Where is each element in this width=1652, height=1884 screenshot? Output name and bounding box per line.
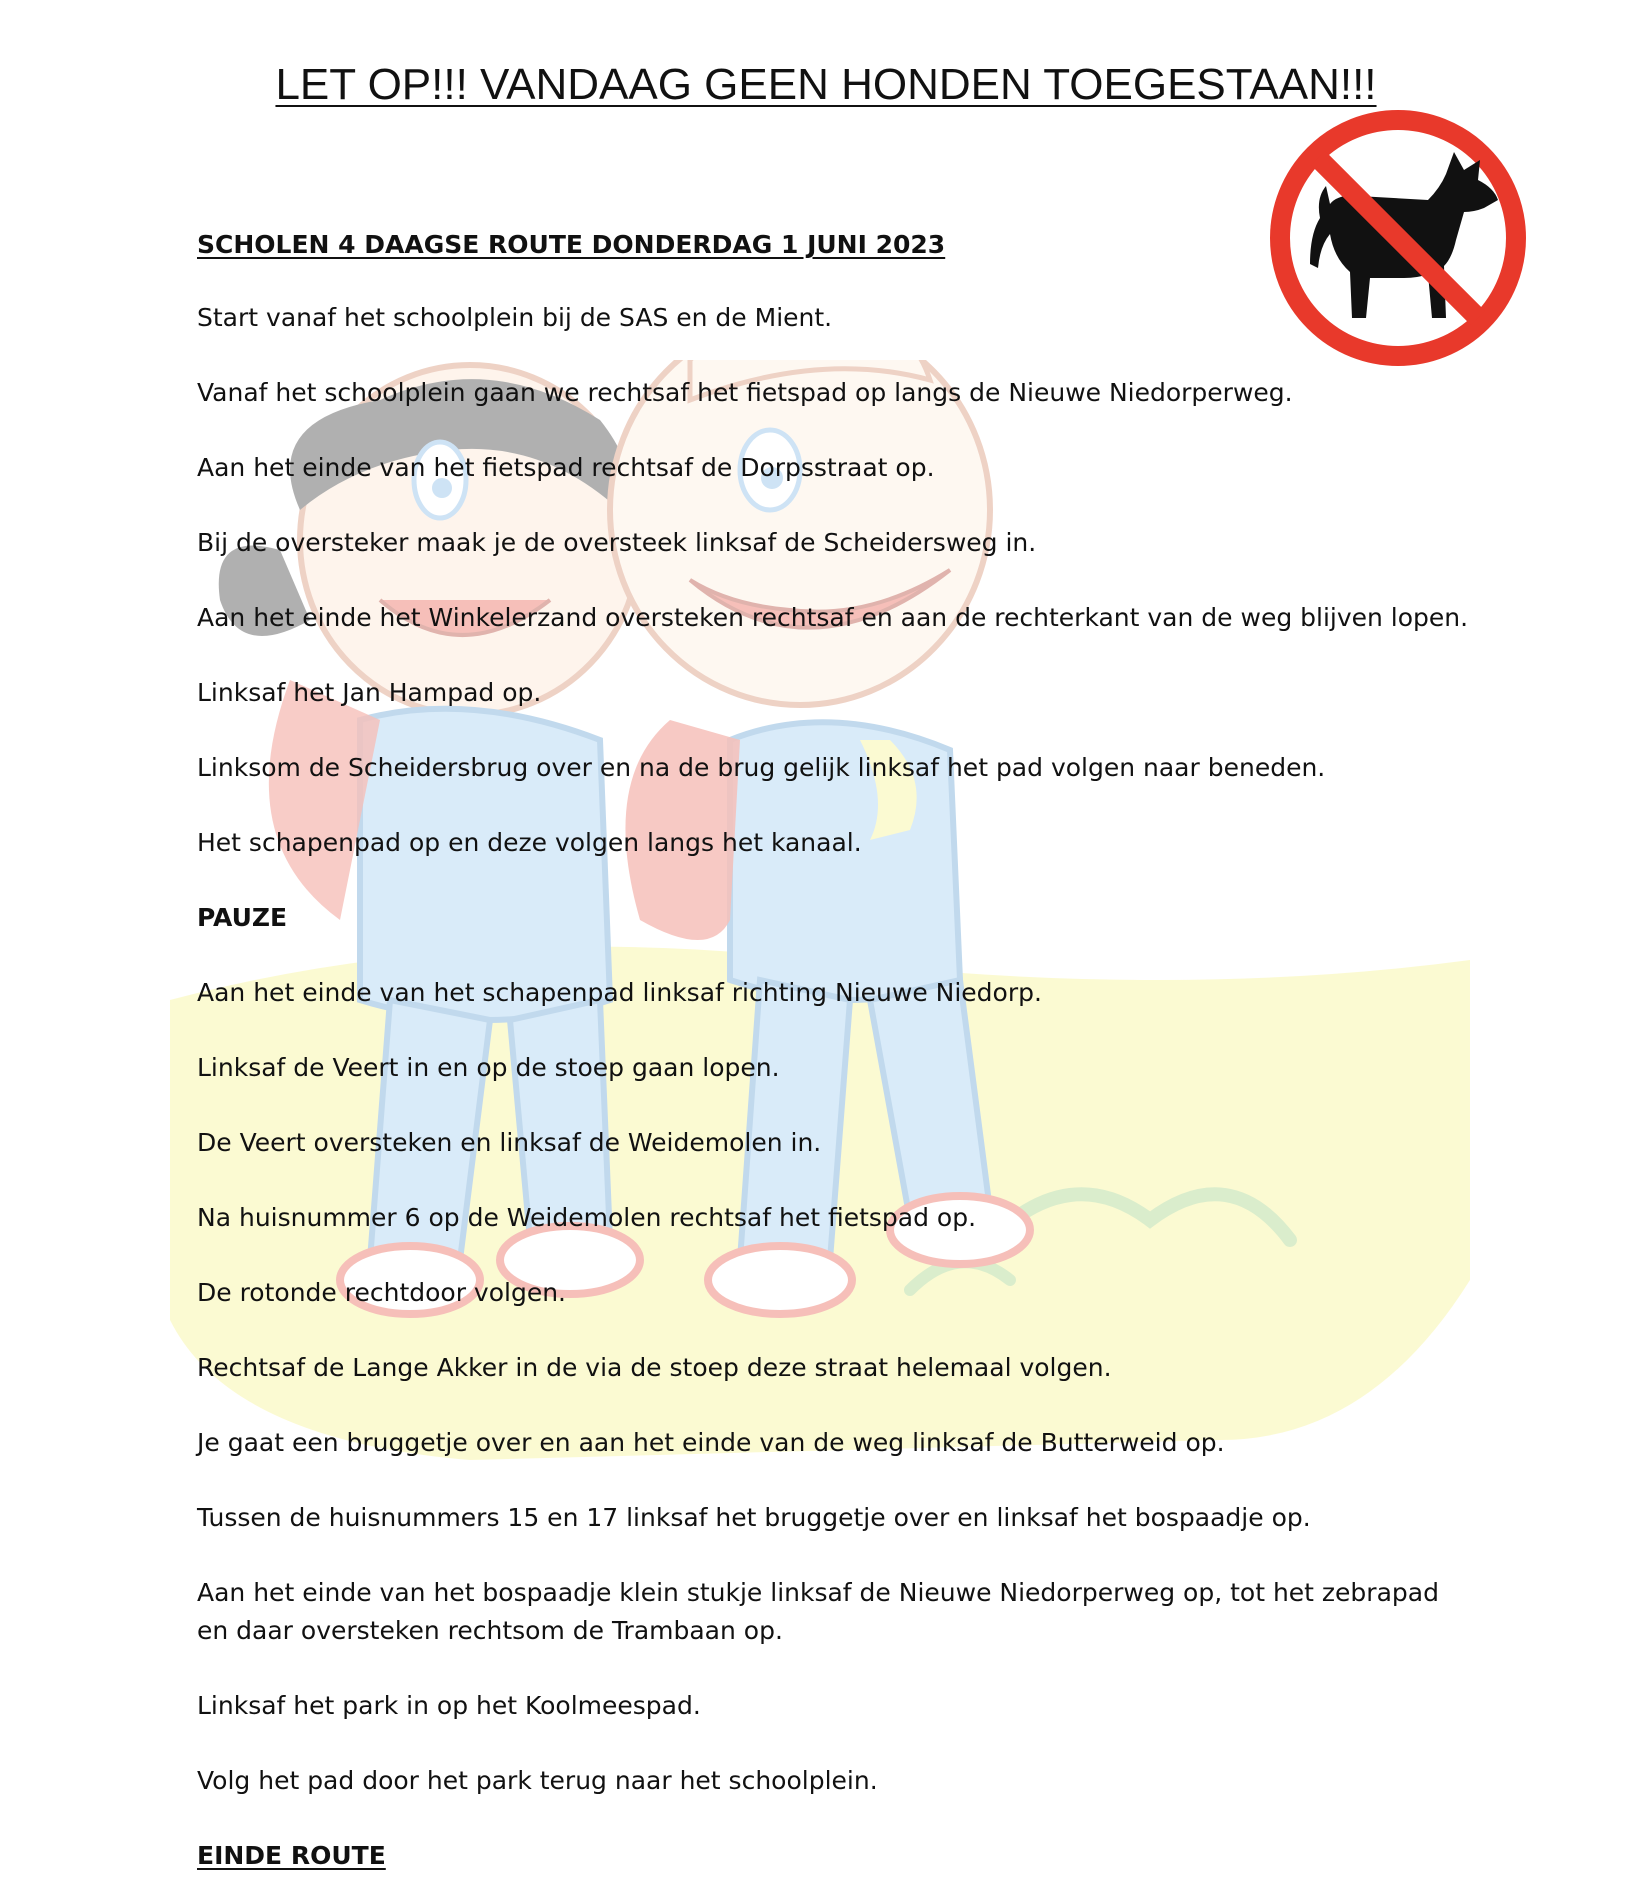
route-step: De Veert oversteken en linksaf de Weidemolen in.: [197, 1128, 822, 1157]
route-step: Linksaf de Veert in en op de stoep gaan lopen.: [197, 1053, 780, 1082]
end-route-label-text: EINDE ROUTE: [197, 1841, 386, 1870]
route-step: Start vanaf het schoolplein bij de SAS en de Mient.: [197, 303, 833, 332]
route-step: Aan het einde van het schapenpad linksaf richting Nieuwe Niedorp.: [197, 978, 1042, 1007]
route-step: Volg het pad door het park terug naar het schoolplein.: [197, 1766, 878, 1795]
route-step: Aan het einde van het bospaadje klein stukje linksaf de Nieuwe Niedorperweg op, tot het zebrapad en daar oversteken rechtsom de Trambaan op.: [197, 1578, 1439, 1645]
no-dogs-sign-icon: [1268, 108, 1528, 368]
route-step: De rotonde rechtdoor volgen.: [197, 1278, 567, 1307]
pause-label: PAUZE: [197, 903, 288, 932]
route-step: Bij de oversteker maak je de oversteek linksaf de Scheidersweg in.: [197, 528, 1037, 557]
route-heading-text: SCHOLEN 4 DAAGSE ROUTE DONDERDAG 1 JUNI 2023: [197, 230, 946, 259]
route-step: Linksaf het Jan Hampad op.: [197, 678, 542, 707]
route-step: Rechtsaf de Lange Akker in de via de stoep deze straat helemaal volgen.: [197, 1353, 1112, 1382]
route-content: [197, 225, 1497, 1875]
page-title-text: LET OP!!! VANDAAG GEEN HONDEN TOEGESTAAN!!!: [275, 60, 1377, 109]
page-title: [0, 55, 1652, 115]
route-step: Het schapenpad op en deze volgen langs het kanaal.: [197, 828, 862, 857]
route-step: Linksaf het park in op het Koolmeespad.: [197, 1691, 701, 1720]
route-step: Tussen de huisnummers 15 en 17 linksaf het bruggetje over en linksaf het bospaadje op.: [197, 1503, 1311, 1532]
route-step: Na huisnummer 6 op de Weidemolen rechtsaf het fietspad op.: [197, 1203, 977, 1232]
route-step: Aan het einde het Winkelerzand oversteken rechtsaf en aan de rechterkant van de weg blijven lopen.: [197, 603, 1469, 632]
route-step: Linksom de Scheidersbrug over en na de brug gelijk linksaf het pad volgen naar beneden.: [197, 753, 1326, 782]
route-step: Aan het einde van het fietspad rechtsaf de Dorpsstraat op.: [197, 453, 935, 482]
route-step: Je gaat een bruggetje over en aan het einde van de weg linksaf de Butterweid op.: [197, 1428, 1225, 1457]
end-route-label: [197, 1837, 1497, 1875]
route-step: Vanaf het schoolplein gaan we rechtsaf het fietspad op langs de Nieuwe Niedorperweg.: [197, 378, 1293, 407]
